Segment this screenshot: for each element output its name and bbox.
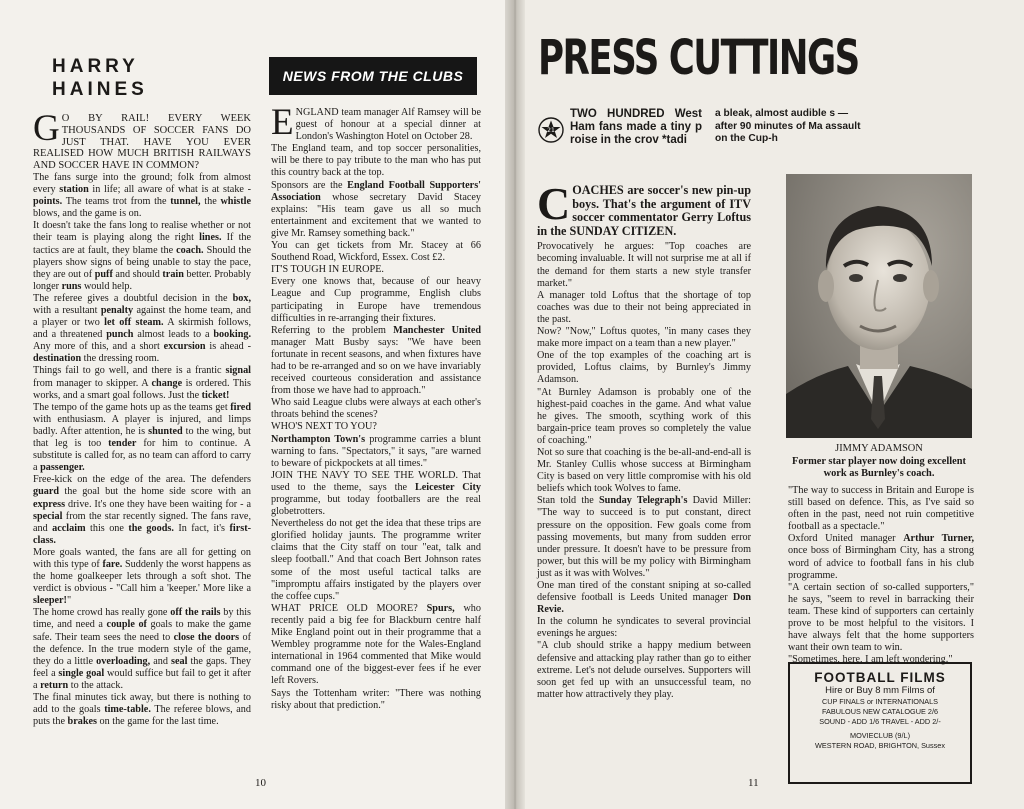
jimmy-adamson-photo: [786, 174, 972, 438]
harry-intro: O BY RAIL! EVERY WEEK THOUSANDS OF SOCCER FANS DO JUST THAT. HAVE YOU EVER REALISED HOW MUCH BRITISH RAILWAYS AND SOCCER HAVE IN COMMON?: [33, 113, 251, 172]
page-number-right: 11: [748, 777, 759, 789]
dropcap-c: C: [537, 178, 571, 229]
paragraph: Not so sure that coaching is the be-all-and-end-all is Mr. Stanley Cullis whose success at Birmingham City is based on very little compromise with his old beliefs which took Wolves to fame.: [537, 446, 751, 495]
press-cuttings-title: PRESS CUTTINGS: [538, 30, 859, 86]
defence-article: [788, 485, 974, 666]
photo-caption: [780, 443, 978, 481]
paragraph: It doesn't take the fans long to realise whether or not their team is playing along the right lines. If the tactics are at fault, they blame the coach. Should the players show signs of being unable to stay the pace, they are out of puff and should train better. Probably longer runs would help.: [33, 220, 252, 292]
cutting-bleak: a bleak, almost audible s —after 90 minutes of Ma assault on the Cup-h: [715, 108, 861, 144]
paragraph: Stan told the Sunday Telegraph's David Miller: "The way to succeed is to put constant, direct pressure on the opposition. Few goals come from passing movements, but many from sudden error under pressure. It doesn't have to be pressure from power, but this will be my policy with Birmingham just as it was with Wolves.": [537, 495, 751, 579]
paragraph: Sponsors are the England Football Supporters' Association whose secretary David Stacey explains: "His team gave us all so much entertainment and excitement that we wanted to give Mr. Ramsey something back.": [271, 179, 481, 239]
harry-intro-para: [33, 108, 251, 172]
star-icon: [538, 117, 564, 143]
dropcap-g: G: [33, 108, 60, 149]
harry-haines-title: [52, 55, 148, 101]
coaches-article: [537, 178, 751, 701]
coaches-body: [537, 241, 751, 701]
paragraph: Now? "Now," Loftus quotes, "in many cases they make more impact on a team than a new player.": [537, 326, 751, 350]
paragraph: Who said League clubs were always at each other's throats behind the scenes?: [271, 397, 481, 421]
news-intro: NGLAND team manager Alf Ramsey will be guest of honour at a special dinner at London's Washington Hotel on October 28.: [295, 107, 481, 143]
ad-line3: FABULOUS NEW CATALOGUE 2/6: [821, 706, 939, 716]
paragraph: Free-kick on the edge of the area. The defenders guard the goal but the home side score with an express drive. It's one they have been waiting for - a special from the star recently signed. The fans rave, and acclaim this one the goods. In fact, it's first-class.: [33, 474, 251, 546]
paragraph: Provocatively he argues: "Top coaches are becoming invaluable. It will not surprise me at all if the demand for them starts a new style transfer market.": [537, 241, 751, 289]
coaches-intro-para: [537, 178, 751, 238]
paragraph: More goals wanted, the fans are all for getting on with this type of fare. Suddenly the worst happens as the home goalkeeper lets through a soft shot. The verdict is obvious - "Call him a 'keeper.' More like a sleeper!": [33, 546, 251, 607]
page-number-left: 10: [255, 777, 266, 789]
paragraph: "At Burnley Adamson is probably one of the highest-paid coaches in the game. And what value he gives. The smooth, scything work of this bargain-price team proves so completely the value of coaching.": [537, 386, 751, 446]
paragraph: "The way to success in Britain and Europe is still based on defence. This, as I've said so often in the past, need not ruin competitive football as a spectacle.": [788, 485, 974, 533]
paragraph: Northampton Town's programme carries a blunt warning to fans. "Spectators," it says, "are warned to beware of pickpockets at all times.": [271, 433, 482, 469]
svg-text:21: 21: [547, 127, 555, 134]
paragraph: One of the top examples of the coaching art is provided, Loftus claims, by Burnley's Jimmy Adamson.: [537, 350, 751, 386]
news-intro-para: [271, 102, 481, 143]
news-from-clubs-banner: NEWS FROM THE CLUBS: [269, 57, 477, 95]
paragraph: Nevertheless do not get the idea that these trips are glorified holiday jaunts. The programme writer claims that the City staff on tour "eat, talk and sleep football." And that coach Bert Johnson rates some of the most useful tactical talks are "impromptu affairs instigated by the players over the coffee cups.": [271, 518, 481, 602]
paragraph: IT'S TOUGH IN EUROPE.: [271, 264, 384, 276]
football-films-ad: [788, 662, 972, 784]
paragraph: One man tired of the constant sniping at so-called defensive football is Leeds United manager Don Revie.: [537, 580, 751, 616]
title-line-haines: HAINES: [52, 79, 148, 100]
coaches-intro: OACHES are soccer's new pin-up boys. That's the argument of ITV soccer commentator Gerry Loftus in the SUNDAY CITIZEN.: [537, 183, 751, 238]
paragraph: The fans surge into the ground; folk from almost every station in life; all aware of what is at stake - points. The teams trot from the tunnel, the whistle blows, and the game is on.: [33, 171, 251, 220]
paragraph: The final minutes tick away, but there is nothing to add to the goals time-table. The referee blows, and puts the brakes on the game for the last time.: [33, 692, 251, 728]
harry-haines-article: [33, 108, 252, 728]
news-body: [271, 143, 481, 711]
paragraph: Oxford United manager Arthur Turner, once boss of Birmingham City, has a strong word of advice to football fans in his club programme.: [788, 533, 974, 581]
cutting-two-hundred: TWO HUNDRED West Ham fans made a tiny p roise in the crov *tadi: [570, 108, 702, 146]
caption-name: JIMMY ADAMSON: [835, 443, 923, 454]
dropcap-e: E: [271, 102, 294, 143]
ad-line4: SOUND - ADD 1/6 TRAVEL - ADD 2/-: [819, 716, 941, 726]
paragraph: In the column he syndicates to several provincial evenings he argues:: [537, 616, 751, 640]
caption-text: Former star player now doing excellent work as Burnley's coach.: [791, 455, 967, 479]
paragraph: Says the Tottenham writer: "There was nothing risky about that prediction.": [271, 687, 481, 711]
paragraph: "A certain section of so-called supporters," he says, "seem to revel in barracking their team. These kind of supporters can certainly prove to be most helpful to the visitors. I have always felt that the home supporters want their own team to win.: [788, 581, 974, 654]
harry-body: [33, 172, 251, 728]
ad-line6: WESTERN ROAD, BRIGHTON, Sussex: [814, 740, 945, 750]
paragraph: WHAT PRICE OLD MOORE? Spurs, who recently paid a big fee for Blackburn centre half Mike England point out in their programme that a Wembley programme note for the Wales-England international in 1964 commented that Mike would command one of the biggest-ever fees if he ever left Rovers.: [271, 602, 481, 687]
paragraph: The referee gives a doubtful decision in the box, with a resultant penalty against the home team, and a player or two let off steam. A skirmish follows, and a threatened punch almost leads to a booking. Any more of this, and a short excursion is ahead - destination the dressing room.: [33, 292, 251, 365]
paragraph: A manager told Loftus that the shortage of top coaches was due to their not being appreciated in the past.: [537, 289, 751, 325]
title-line-harry: HARRY: [52, 56, 139, 77]
paragraph: Every one knows that, because of our heavy League and Cup programme, English clubs participating in Europe have tremendous difficulties in re-arranging their fixtures.: [271, 276, 481, 324]
paragraph: "A club should strike a happy medium between defensive and attacking play rather than go to either extreme. Let's not delude ourselves. Supporters will soon get fed up with an unsuccessful team, no matter how attractively they play.: [537, 640, 751, 700]
paragraph: The home crowd has really gone off the rails by this time, and need a couple of goals to make the game safe. Their team sees the need to close the doors of the defence. In the true modern style of the game, they do a little overloading, and seal the gaps. They feel a single goal would suffice but fail to get it after a return to the attack.: [33, 607, 251, 691]
paragraph: WHO'S NEXT TO YOU?: [271, 421, 377, 433]
paragraph: Referring to the problem Manchester United manager Matt Busby says: "We have been fortunate in recent seasons, and when fixtures have had to be re-arranged and so on we have invariably received courteous consideration and assistance from those we have had to approach.": [271, 324, 482, 397]
paragraph: You can get tickets from Mr. Stacey at 66 Southend Road, Wickford, Essex. Cost £2.: [271, 240, 481, 264]
paragraph: The England team, and top soccer personalities, will be there to pay tribute to the man who has put this country back at the top.: [271, 143, 481, 179]
europe-body: [788, 485, 974, 666]
paragraph: Things fail to go well, and there is a frantic signal from manager to skipper. A change is ordered. This works, and a smart goal follows. Just the ticket!: [33, 365, 251, 401]
ad-line5: MOVIECLUB (9/L): [849, 730, 910, 740]
news-from-clubs-article: [271, 102, 482, 712]
paragraph: JOIN THE NAVY TO SEE THE WORLD. That used to the theme, says the Leicester City programme, but today footballers are the real globetrotters.: [271, 469, 481, 518]
paragraph: The tempo of the game hots up as the teams get fired with enthusiasm. A player is injured, and limps badly. After attention, he is shunted to the wing, but that leg is too tender for him to continue. A substitute is called for, as no team can afford to carry a passenger.: [33, 401, 252, 474]
ad-title: FOOTBALL FILMS: [814, 670, 946, 685]
ad-line2: CUP FINALS or INTERNATIONALS: [821, 696, 939, 706]
paragraph: "Sometimes, here, I am left wondering.": [788, 654, 953, 666]
ad-line1: Hire or Buy 8 mm Films of: [825, 685, 935, 696]
